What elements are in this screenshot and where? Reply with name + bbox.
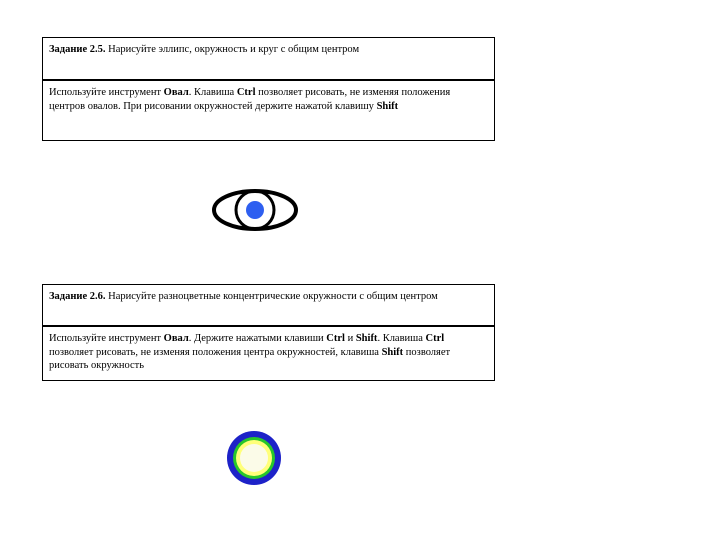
task-2-5-number: Задание 2.5.	[49, 44, 106, 55]
task-2-5-instruction-segment: Shift	[376, 100, 399, 112]
task-2-6-instruction-segment: . Клавиша	[377, 333, 426, 344]
task-2-6-instruction-segment: Ctrl	[425, 333, 445, 344]
task-2-6-instruction-segment: Овал	[163, 333, 189, 344]
task-2-5-title-box	[42, 37, 495, 80]
task-2-5-instruction-segment: позволяет рисовать, не изменяя положения центров овалов. При рисовании окружностей держите нажатой клавишу	[49, 87, 451, 112]
task-2-5-instructions-box	[42, 80, 495, 141]
task-2-6-instructions-box	[42, 326, 495, 381]
task-2-5-instruction-segment: Овал	[163, 87, 189, 98]
task-2-6-instruction-segment: Shift	[381, 346, 404, 358]
filled-circle	[246, 201, 264, 219]
inner-light-circle	[240, 444, 268, 472]
task-2-6-instruction-segment: . Держите нажатыми клавиши	[188, 333, 327, 344]
task-2-5-title-text: Нарисуйте эллипс, окружность и круг с общим центром	[105, 44, 360, 55]
task-2-6-title-text: Нарисуйте разноцветные концентрические окружности с общим центром	[105, 291, 438, 302]
concentric-circles-figure	[224, 428, 284, 488]
task-2-6-instruction-segment: позволяет рисовать окружность	[49, 346, 451, 371]
task-2-6-instruction-segment: позволяет рисовать, не изменяя положения центра окружностей, клавиша	[49, 346, 382, 358]
task-2-6-instruction-segment: Ctrl	[326, 333, 345, 344]
task-2-6-instruction-segment: Shift	[355, 333, 378, 344]
task-2-6-instruction-segment: Используйте инструмент	[49, 333, 164, 344]
task-2-5-instruction-segment: Ctrl	[236, 87, 256, 98]
ellipse-circle-disk-figure	[208, 184, 304, 236]
task-2-5-instruction-segment: . Клавиша	[188, 87, 237, 98]
task-2-6-number: Задание 2.6.	[49, 291, 106, 302]
task-2-5-instruction-segment: Используйте инструмент	[49, 87, 164, 98]
task-2-6-title-box	[42, 284, 495, 326]
task-2-6-instruction-segment: и	[344, 333, 356, 344]
